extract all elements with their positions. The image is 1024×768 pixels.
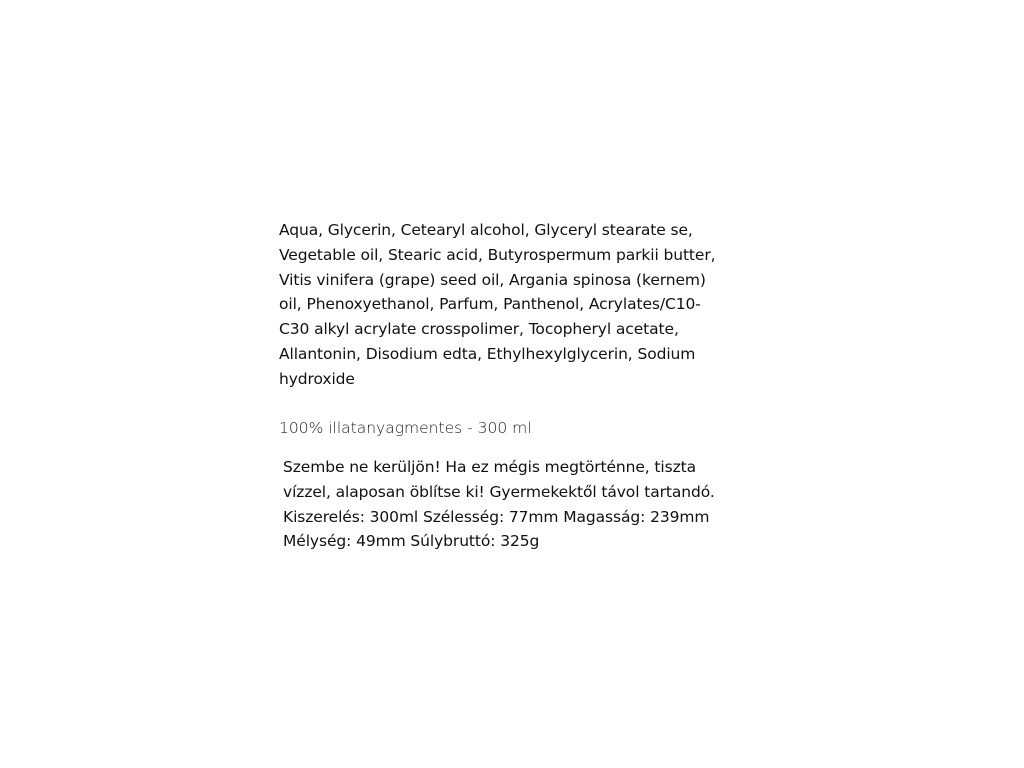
product-tagline: 100% illatanyagmentes - 300 ml (279, 419, 532, 437)
ingredients-list: Aqua, Glycerin, Cetearyl alcohol, Glyceryl stearate se, Vegetable oil, Stearic acid, Butyrospermum parkii butter, Vitis vinifera (grape) seed oil, Argania spinosa (kernem) oil, Phenoxyethanol, Parfum, Panthenol, Acrylates/C10- C30 alkyl acrylate crosspolimer, Tocopheryl acetate, Allantonin, Disodium edta, Ethylhexylglycerin, Sodium hydroxide (279, 221, 716, 388)
warning-and-specs: Szembe ne kerüljön! Ha ez mégis megtörténne, tiszta vízzel, alaposan öblítse ki! Gyermekektől távol tartandó. Kiszerelés: 300ml Szélesség: 77mm Magasság: 239mm Mélység: 49mm Súlybruttó: 325g (283, 458, 715, 551)
